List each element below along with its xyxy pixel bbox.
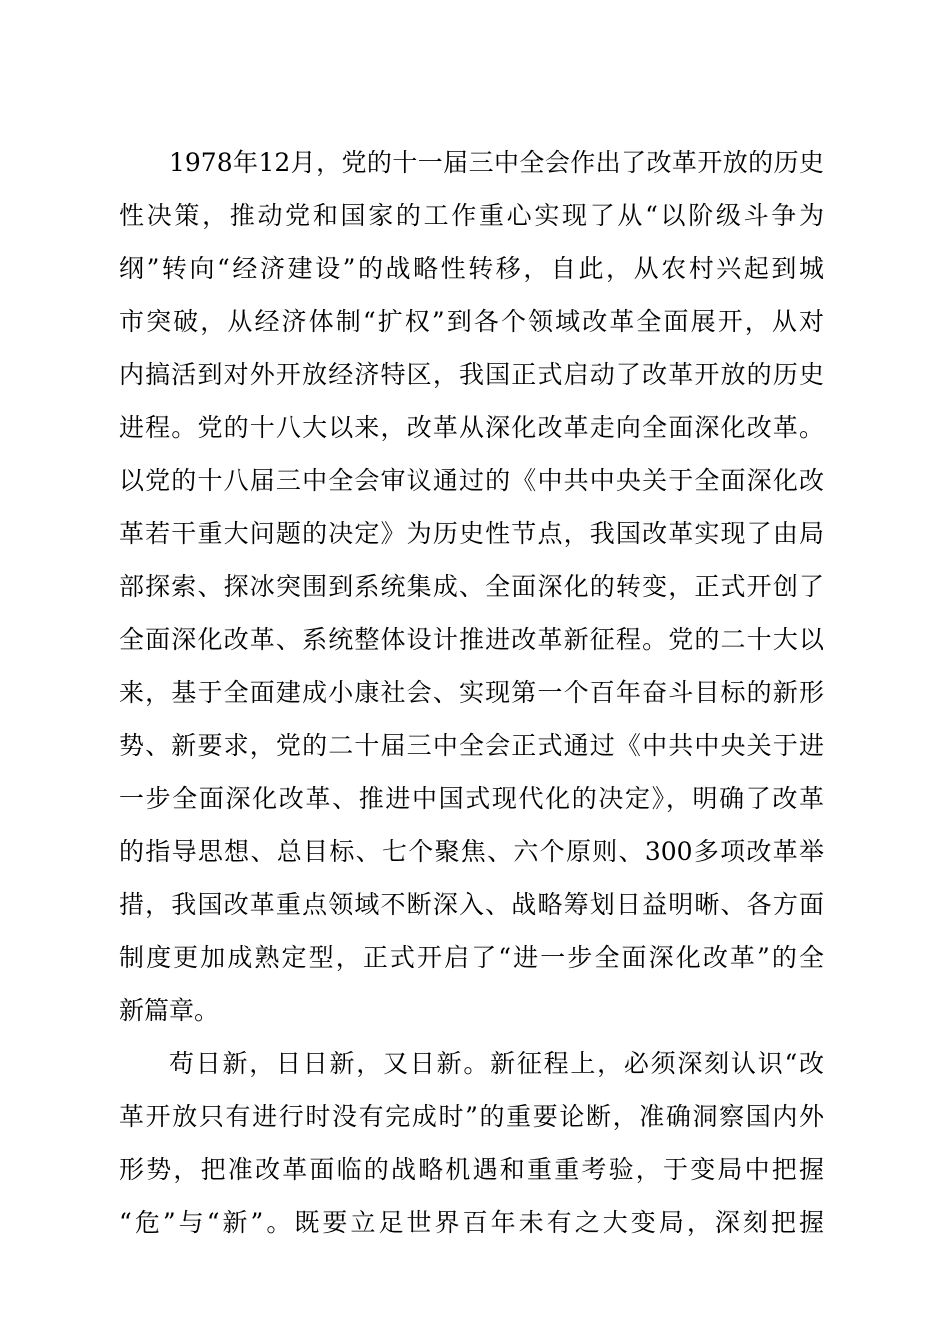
text-line: 以党的十八届三中全会审议通过的《中共中央关于全面深化改 [119,466,824,495]
text-line: 革开放只有进行时没有完成时”的重要论断，准确洞察国内外 [119,1102,824,1131]
text-line: 纲”转向“经济建设”的战略性转移，自此，从农村兴起到城 [119,254,824,283]
paragraph-1 [119,136,824,1037]
text-line: 1978年12月，党的十一届三中全会作出了改革开放的历史 [169,148,824,177]
text-line: 革若干重大问题的决定》为历史性节点，我国改革实现了由局 [119,519,824,548]
text-line: 新篇章。 [119,996,220,1025]
text-line: 形势，把准改革面临的战略机遇和重重考验，于变局中把握 [119,1155,824,1184]
text-line: 措，我国改革重点领域不断深入、战略筹划日益明晰、各方面 [119,890,824,919]
paragraph-2 [119,1037,824,1249]
text-line: 性决策，推动党和国家的工作重心实现了从“以阶级斗争为 [119,201,824,230]
text-line: “危”与“新”。既要立足世界百年未有之大变局，深刻把握 [119,1208,824,1237]
text-line: 来，基于全面建成小康社会、实现第一个百年奋斗目标的新形 [119,678,824,707]
text-line: 的指导思想、总目标、七个聚焦、六个原则、300多项改革举 [119,837,824,866]
text-line: 一步全面深化改革、推进中国式现代化的决定》，明确了改革 [119,784,824,813]
text-line: 势、新要求，党的二十届三中全会正式通过《中共中央关于进 [119,731,824,760]
body-text [119,136,824,1249]
text-line: 进程。党的十八大以来，改革从深化改革走向全面深化改革。 [119,413,824,442]
text-line: 市突破，从经济体制“扩权”到各个领域改革全面展开，从对 [119,307,824,336]
text-line: 部探索、探冰突围到系统集成、全面深化的转变，正式开创了 [119,572,824,601]
text-line: 苟日新，日日新，又日新。新征程上，必须深刻认识“改 [169,1049,824,1078]
text-line: 内搞活到对外开放经济特区，我国正式启动了改革开放的历史 [119,360,824,389]
text-line: 全面深化改革、系统整体设计推进改革新征程。党的二十大以 [119,625,824,654]
text-line: 制度更加成熟定型，正式开启了“进一步全面深化改革”的全 [119,943,824,972]
